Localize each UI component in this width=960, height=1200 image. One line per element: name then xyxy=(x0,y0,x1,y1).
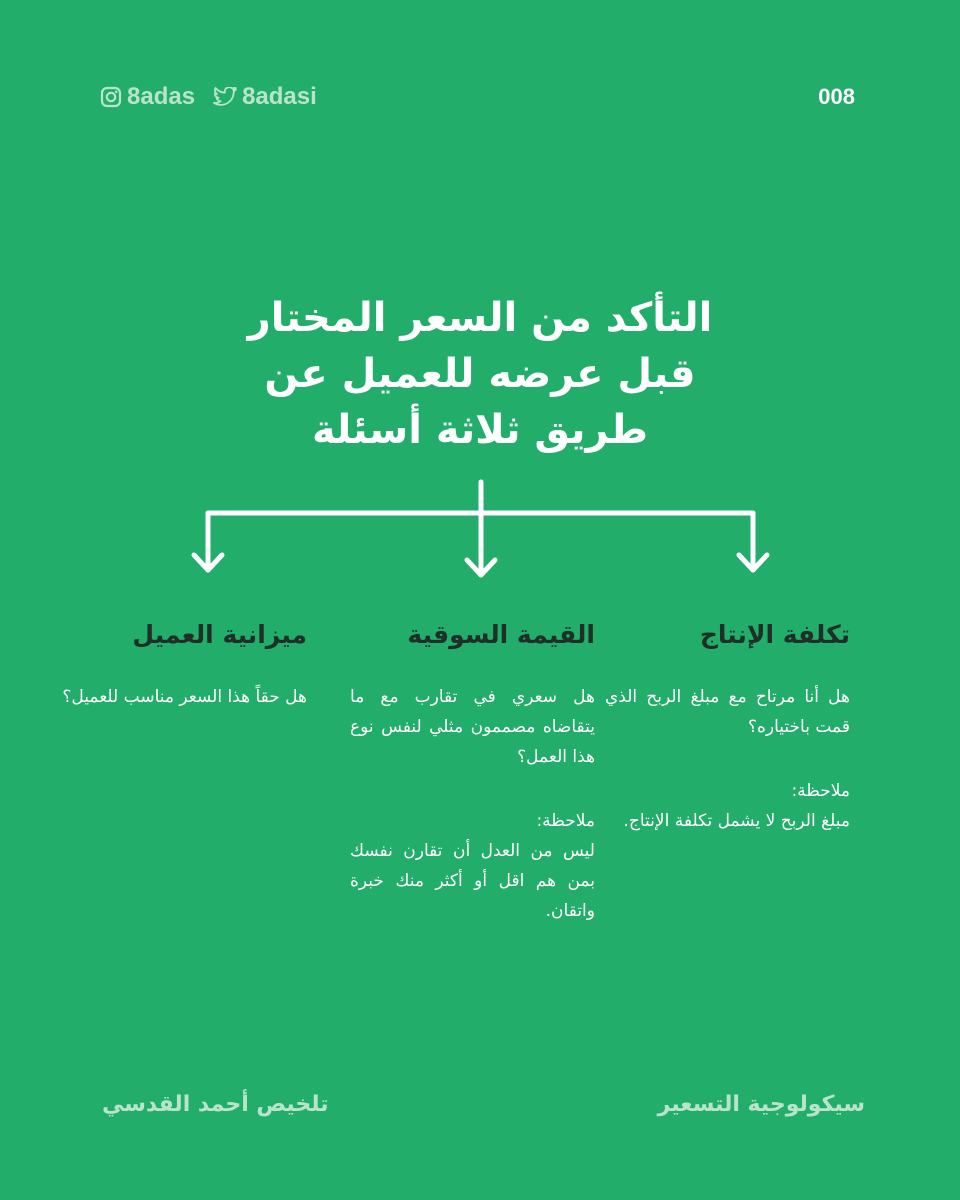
column-production-cost xyxy=(605,618,850,836)
title-line-2: قبل عرضه للعميل عن xyxy=(264,351,696,397)
column-heading: تكلفة الإنتاج xyxy=(699,620,850,649)
column-market-value xyxy=(350,618,595,926)
arrow-down-icon-center xyxy=(467,513,495,575)
column-question: هل سعري في تقارب مع ما يتقاضاه مصممون مثلي لنفس نوع هذا العمل؟ xyxy=(350,687,595,767)
column-note xyxy=(605,776,850,836)
column-note xyxy=(350,806,595,926)
twitter-handle-text: 8adasi xyxy=(242,83,317,110)
column-client-budget xyxy=(62,618,307,712)
note-text: مبلغ الربح لا يشمل تكلفة الإنتاج. xyxy=(623,811,850,831)
instagram-handle-text: 8adas xyxy=(127,83,196,110)
footer-summary-credit: تلخيص أحمد القدسي xyxy=(102,1092,329,1117)
page-number: 008 xyxy=(818,84,855,109)
title-line-1: التأكد من السعر المختار xyxy=(247,295,713,341)
arrow-down-icon-left xyxy=(194,513,222,570)
note-label: ملاحظة: xyxy=(791,781,850,801)
footer-book-title: سيكولوجية التسعير xyxy=(657,1092,865,1117)
column-heading: ميزانية العميل xyxy=(132,620,307,649)
arrow-down-icon-right xyxy=(739,513,767,570)
column-heading: القيمة السوقية xyxy=(407,620,595,649)
column-question: هل أنا مرتاح مع مبلغ الربح الذي قمت باختياره؟ xyxy=(605,687,850,737)
note-label: ملاحظة: xyxy=(536,811,595,831)
title-line-3: طريق ثلاثة أسئلة xyxy=(311,407,649,453)
column-question: هل حقاً هذا السعر مناسب للعميل؟ xyxy=(62,687,307,707)
note-text: ليس من العدل أن تقارن نفسك بمن هم اقل أو أكثر منك خبرة واتقان. xyxy=(350,841,595,921)
